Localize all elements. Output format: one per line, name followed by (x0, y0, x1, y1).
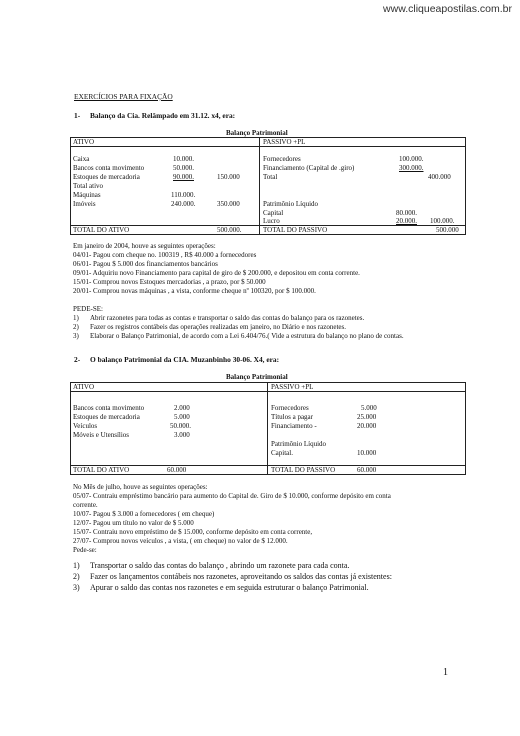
ativo-line-label: Estoques de mercadoria (73, 413, 140, 421)
total-passivo-label: TOTAL DO PASSIVO (263, 226, 328, 234)
ativo-line-label: Móveis e Utensílios (73, 431, 129, 439)
passivo-line-label: Patrimônio Líquido (271, 440, 327, 448)
passivo-line-value: 20.000. (396, 217, 417, 225)
passivo-line-label: Capital (263, 209, 284, 217)
operation-line: Em janeiro de 2004, houve as seguintes operações: (73, 242, 216, 250)
passivo-line-value: 300.000. (399, 164, 424, 172)
passivo-line-value: 5.000 (361, 404, 377, 412)
operation-line: 06/01- Pagou $ 5.000 dos financiamentos bancários (73, 260, 218, 268)
task-text: Apurar o saldo das contas nos razonetes e em seguida estruturar o balanço Patrimonial. (90, 583, 369, 592)
total-passivo-label: TOTAL DO PASSIVO (271, 466, 336, 474)
task-number: 1) (73, 314, 79, 322)
total-ativo-label: TOTAL DO ATIVO (73, 466, 130, 474)
operation-line: 15/01- Comprou novos Estoques mercadorias , a prazo, por $ 50.000 (73, 278, 266, 286)
ativo-line-label: Total ativo (73, 182, 104, 190)
operation-line: 09/01- Adquiriu novo Financiamento para capital de giro de $ 200.000, e depositou em conta corrente. (73, 269, 360, 277)
exercise-2-title: O balanço Patrimonial da CIA. Muzanbinho 30-06. X4, era: (90, 355, 280, 364)
operation-line: 15/07- Contraiu novo empréstimo de $ 15.000, conforme depósito em conta corrente, (73, 528, 313, 536)
passivo-line-value: 10.000 (357, 449, 377, 457)
task-text: Fazer os registros contábeis das operações realizadas em janeiro, no Diário e nos razonetes. (90, 323, 346, 331)
balance-2-divider (267, 382, 268, 475)
passivo-line-label: Financiamento (Capital de .giro) (263, 164, 355, 172)
balance-1-passivo-header: PASSIVO +PL (263, 137, 306, 146)
operation-line: 20/01- Comprou novas máquinas , a vista, conforme cheque nº 100320, por $ 100.000. (73, 287, 316, 295)
total-ativo-label: TOTAL DO ATIVO (73, 226, 130, 234)
passivo-line-value: 100.000. (399, 155, 424, 163)
page-heading: EXERCÍCIOS PARA FIXAÇÃO (74, 92, 173, 101)
task-text: Fazer os lançamentos contábeis nos razonetes, aproveitando os saldos das contas já existentes: (90, 572, 392, 581)
balance-1-ativo-header: ATIVO (73, 137, 94, 146)
ativo-line-subtotal: 150.000 (217, 173, 240, 181)
ativo-line-value: 240.000. (171, 200, 196, 208)
ativo-line-label: Estoques de mercadoria (73, 173, 140, 181)
passivo-line-label: Fornecedores (263, 155, 301, 163)
total-ativo-value: 60.000 (167, 466, 187, 474)
passivo-line-label: Total (263, 173, 278, 181)
page-number: 1 (443, 667, 448, 678)
task-text: Abrir razonetes para todas as contas e transportar o saldo das contas do balanço para os razonetes. (90, 314, 365, 322)
balance-1-divider (259, 137, 260, 235)
pede-se-label: Pede-se: (73, 546, 97, 554)
ativo-line-label: Imóveis (73, 200, 96, 208)
exercise-1-number: 1- (74, 111, 81, 120)
passivo-line-label: Fornecedores (271, 404, 309, 412)
ativo-line-label: Caixa (73, 155, 90, 163)
ativo-line-value: 110.000. (171, 191, 196, 199)
passivo-line-subtotal: 400.000 (428, 173, 451, 181)
task-number: 2) (73, 323, 79, 331)
passivo-line-value: 25.000 (357, 413, 377, 421)
total-ativo-value: 500.000. (217, 226, 242, 234)
passivo-line-label: Capital. (271, 449, 293, 457)
passivo-line-value: 20.000 (357, 422, 377, 430)
operation-line: corrente. (73, 501, 98, 509)
ativo-line-label: Máquinas (73, 191, 101, 199)
total-passivo-value: 60.000 (357, 466, 377, 474)
exercise-2-number: 2- (74, 355, 81, 364)
operation-line: No Mês de julho, houve as seguintes operações: (73, 483, 208, 491)
ativo-line-value: 3.000 (174, 431, 190, 439)
balance-2-header-rule (70, 391, 466, 392)
ativo-line-value: 90.000. (173, 173, 194, 181)
ativo-line-value: 2.000 (174, 404, 190, 412)
ativo-line-label: Bancos conta movimento (73, 404, 145, 412)
ativo-line-value: 10.000. (173, 155, 194, 163)
ativo-line-label: Bancos conta movimento (73, 164, 145, 172)
task-number: 3) (73, 332, 79, 340)
balance-2-ativo-header: ATIVO (73, 382, 94, 391)
total-passivo-value: 500.000 (436, 226, 459, 234)
pede-se-label: PEDE-SE: (73, 305, 103, 313)
balance-2-passivo-header: PASSIVO +PL (271, 382, 314, 391)
watermark-url: www.cliqueapostilas.com.br (383, 3, 512, 15)
operation-line: 05/07- Contraiu empréstimo bancário para aumento do Capital de. Giro de $ 10.000, conforme depósito em conta (73, 492, 391, 500)
exercise-1-title: Balanço da Cia. Relâmpado em 31.12. x4, era: (90, 111, 236, 120)
passivo-line-label: Lucro (263, 217, 280, 225)
task-text: Elaborar o Balanço Patrimonial, de acordo com a Lei 6.404/76.( Vide a estrutura do balanço no plano de contas. (90, 332, 404, 340)
operation-line: 10/07- Pagou $ 3.000 a fornecedores ( em cheque) (73, 510, 215, 518)
ativo-line-label: Veículos (73, 422, 98, 430)
task-text: Transportar o saldo das contas do balanço , abrindo um razonete para cada conta. (90, 561, 350, 570)
operation-line: 27/07- Comprou novos veículos , a vista, ( em cheque) no valor de $ 12.000. (73, 537, 288, 545)
balance-2-title: Balanço Patrimonial (226, 373, 288, 381)
task-number: 3) (73, 583, 80, 592)
ativo-line-value: 5.000 (174, 413, 190, 421)
operation-line: 04/01- Pagou com cheque no. 100319 , R$ 40.000 a fornecedores (73, 251, 257, 259)
passivo-line-label: Financiamento - (271, 422, 317, 430)
passivo-line-subtotal: 100.000. (430, 217, 455, 225)
operation-line: 12/07- Pagou um título no valor de $ 5.000 (73, 519, 194, 527)
task-number: 2) (73, 572, 80, 581)
ativo-line-subtotal: 350.000 (217, 200, 240, 208)
balance-1-title: Balanço Patrimonial (226, 129, 288, 137)
ativo-line-value: 50.000. (170, 422, 191, 430)
ativo-line-value: 50.000. (173, 164, 194, 172)
task-number: 1) (73, 561, 80, 570)
balance-2-table (70, 382, 466, 475)
passivo-line-label: Títulos a pagar (271, 413, 313, 421)
balance-2-total-rule (70, 465, 466, 466)
passivo-line-value: 80.000. (396, 209, 417, 217)
passivo-line-label: Patrimônio Líquido (263, 200, 319, 208)
